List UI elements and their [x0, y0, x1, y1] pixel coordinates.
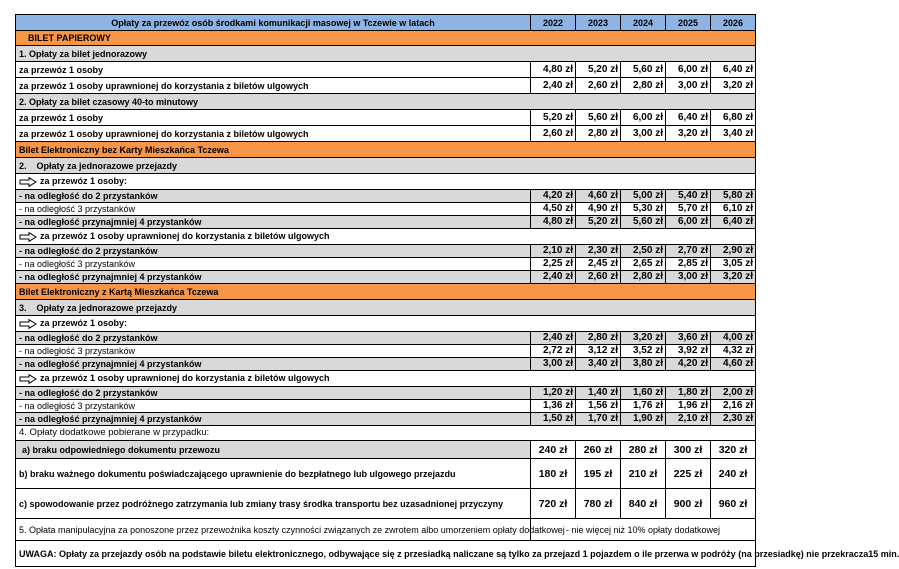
value-cell: 1,76 zł	[621, 400, 666, 413]
value-cell: 4,80 zł	[531, 216, 576, 229]
value-cell: 6,00 zł	[621, 110, 666, 126]
value-cell: 1,50 zł	[531, 413, 576, 426]
value-cell: 3,60 zł	[666, 332, 711, 345]
value-cell: 2,60 zł	[576, 78, 621, 94]
value-cell: 840 zł	[621, 489, 666, 519]
value-cell: 2,60 zł	[576, 271, 621, 284]
table-row	[16, 332, 756, 345]
row-label: - na odległość 3 przystanków	[16, 400, 531, 413]
value-cell: 4,90 zł	[576, 203, 621, 216]
value-cell: 4,50 zł	[531, 203, 576, 216]
subgroup-label	[16, 371, 756, 387]
value-cell: 5,40 zł	[666, 190, 711, 203]
value-cell: 2,30 zł	[711, 413, 756, 426]
value-cell: 2,40 zł	[531, 332, 576, 345]
section-title: BILET PAPIEROWY	[16, 31, 756, 46]
value-cell: 960 zł	[711, 489, 756, 519]
row-label: za przewóz 1 osoby	[16, 62, 531, 78]
subgroup-reduced	[16, 229, 756, 245]
value-cell: 3,00 zł	[621, 126, 666, 142]
table-row	[16, 190, 756, 203]
value-cell: 2,16 zł	[711, 400, 756, 413]
value-cell: 2,10 zł	[531, 245, 576, 258]
section-paper	[16, 31, 756, 46]
subgroup-label	[16, 229, 756, 245]
table-row	[16, 400, 756, 413]
value-cell: 2,40 zł	[531, 271, 576, 284]
value-cell: 5,80 zł	[711, 190, 756, 203]
value-cell: 2,72 zł	[531, 345, 576, 358]
manipulation-fee-row	[16, 519, 756, 541]
table-row	[16, 203, 756, 216]
subgroup-text: za przewóz 1 osoby uprawnionej do korzystania z biletów ulgowych	[40, 373, 330, 384]
value-cell: 3,05 zł	[711, 258, 756, 271]
row-label: a) braku odpowiedniego dokumentu przewozu	[16, 441, 531, 459]
table-row	[16, 258, 756, 271]
table-row	[16, 489, 756, 519]
value-cell: 3,20 zł	[621, 332, 666, 345]
subgroup-label	[16, 174, 756, 190]
group-timed	[16, 94, 756, 110]
value-cell: 6,40 zł	[711, 216, 756, 229]
value-cell: 2,80 zł	[621, 271, 666, 284]
value-cell: 6,00 zł	[666, 216, 711, 229]
value-cell: 3,92 zł	[666, 345, 711, 358]
value-cell: 3,20 zł	[711, 78, 756, 94]
subgroup-label	[16, 316, 756, 332]
row-label: - na odległość do 2 przystanków	[16, 245, 531, 258]
table-row	[16, 413, 756, 426]
section-ecard-with	[16, 284, 756, 300]
value-cell: 2,10 zł	[666, 413, 711, 426]
row-label: b) braku ważnego dokumentu poświadczającego uprawnienie do bezpłatnego lub ulgowego przejazdu	[16, 459, 531, 489]
value-cell: 5,60 zł	[576, 110, 621, 126]
value-cell: 5,20 zł	[576, 216, 621, 229]
value-cell: 2,80 zł	[576, 126, 621, 142]
fare-table	[15, 14, 899, 567]
value-cell: 5,00 zł	[621, 190, 666, 203]
value-cell: 2,80 zł	[576, 332, 621, 345]
group-label: 2. Opłaty za bilet czasowy 40-to minutowy	[16, 94, 756, 110]
table-row	[16, 271, 756, 284]
value-cell: 240 zł	[531, 441, 576, 459]
table-row	[16, 110, 756, 126]
row-label: - na odległość 3 przystanków	[16, 258, 531, 271]
value-cell: 6,80 zł	[711, 110, 756, 126]
row-label: - na odległość przynajmniej 4 przystanków	[16, 413, 531, 426]
header-row	[16, 15, 756, 31]
section-ecard-without	[16, 142, 756, 158]
right-arrow-outline-icon	[19, 319, 37, 329]
value-cell: 210 zł	[621, 459, 666, 489]
table-row	[16, 216, 756, 229]
value-cell: 1,36 zł	[531, 400, 576, 413]
right-arrow-outline-icon	[19, 374, 37, 384]
value-cell: 1,40 zł	[576, 387, 621, 400]
value-cell: 180 zł	[531, 459, 576, 489]
value-cell: 4,80 zł	[531, 62, 576, 78]
section-title: Bilet Elektroniczny bez Karty Mieszkańca Tczewa	[16, 142, 756, 158]
value-cell: 3,52 zł	[621, 345, 666, 358]
value-cell: 6,40 zł	[666, 110, 711, 126]
value-cell: 4,20 zł	[531, 190, 576, 203]
warning-note	[16, 541, 899, 567]
table-row	[16, 387, 756, 400]
value-cell: 1,20 zł	[531, 387, 576, 400]
table-row	[16, 62, 756, 78]
year-2026: 2026	[711, 15, 756, 31]
subgroup-reduced	[16, 371, 756, 387]
row-label: - na odległość przynajmniej 4 przystanków	[16, 216, 531, 229]
value-cell: 5,60 zł	[621, 62, 666, 78]
value-cell: 1,96 zł	[666, 400, 711, 413]
warning-prefix: UWAGA:	[19, 548, 57, 559]
year-2025: 2025	[666, 15, 711, 31]
value-cell: 720 zł	[531, 489, 576, 519]
table-row	[16, 441, 756, 459]
value-cell: 4,60 zł	[576, 190, 621, 203]
row-label: - na odległość 3 przystanków	[16, 345, 531, 358]
year-2023: 2023	[576, 15, 621, 31]
value-cell: 3,12 zł	[576, 345, 621, 358]
extra-fees-header	[16, 426, 756, 441]
warning-text: Opłaty za przejazdy osób na podstawie biletu elektronicznego, odbywające się z przesiadką naliczane są tylko za przejazd 1 pojazdem o ile przerwa w podróży (na przesiadkę) nie przekracza15 min.	[56, 548, 899, 559]
value-cell: 3,80 zł	[621, 358, 666, 371]
value-cell: 1,70 zł	[576, 413, 621, 426]
value-cell: 240 zł	[711, 459, 756, 489]
value-cell: 2,60 zł	[531, 126, 576, 142]
group-label: 1. Opłaty za bilet jednorazowy	[16, 46, 756, 62]
value-cell: 3,00 zł	[666, 78, 711, 94]
table-row	[16, 126, 756, 142]
subgroup-text: za przewóz 1 osoby uprawnionej do korzystania z biletów ulgowych	[40, 231, 330, 242]
manipulation-fee-label: 5. Opłata manipulacyjna za ponoszone przez przewoźnika koszty czynności związanych ze zwrotem albo umorzeniem opłaty dodatkowej	[16, 519, 531, 541]
value-cell: 6,40 zł	[711, 62, 756, 78]
group-label: 4. Opłaty dodatkowe pobierane w przypadku:	[16, 426, 756, 441]
value-cell: 260 zł	[576, 441, 621, 459]
row-label: za przewóz 1 osoby	[16, 110, 531, 126]
value-cell: 2,80 zł	[621, 78, 666, 94]
value-cell: 225 zł	[666, 459, 711, 489]
group-ecard-with	[16, 300, 756, 316]
value-cell: 5,20 zł	[531, 110, 576, 126]
table-row	[16, 345, 756, 358]
value-cell: 3,00 zł	[531, 358, 576, 371]
value-cell: 4,00 zł	[711, 332, 756, 345]
table-row	[16, 358, 756, 371]
group-label: 2. Opłaty za jednorazowe przejazdy	[16, 158, 756, 174]
value-cell: 3,00 zł	[666, 271, 711, 284]
value-cell: 2,65 zł	[621, 258, 666, 271]
manipulation-fee-value: - nie więcej niż 10% opłaty dodatkowej	[531, 519, 756, 541]
subgroup-normal	[16, 174, 756, 190]
value-cell: 1,60 zł	[621, 387, 666, 400]
value-cell: 2,70 zł	[666, 245, 711, 258]
table-row	[16, 245, 756, 258]
row-label: - na odległość 3 przystanków	[16, 203, 531, 216]
value-cell: 195 zł	[576, 459, 621, 489]
right-arrow-outline-icon	[19, 177, 37, 187]
value-cell: 2,25 zł	[531, 258, 576, 271]
value-cell: 900 zł	[666, 489, 711, 519]
row-label: - na odległość przynajmniej 4 przystanków	[16, 271, 531, 284]
group-label: 3. Opłaty za jednorazowe przejazdy	[16, 300, 756, 316]
value-cell: 2,50 zł	[621, 245, 666, 258]
row-label: - na odległość do 2 przystanków	[16, 190, 531, 203]
row-label: - na odległość do 2 przystanków	[16, 387, 531, 400]
value-cell: 2,90 zł	[711, 245, 756, 258]
value-cell: 4,20 zł	[666, 358, 711, 371]
table-row	[16, 459, 756, 489]
value-cell: 3,40 zł	[576, 358, 621, 371]
value-cell: 3,40 zł	[711, 126, 756, 142]
row-label: za przewóz 1 osoby uprawnionej do korzystania z biletów ulgowych	[16, 126, 531, 142]
table-title: Opłaty za przewóz osób środkami komunikacji masowej w Tczewie w latach	[16, 15, 531, 31]
value-cell: 5,20 zł	[576, 62, 621, 78]
row-label: - na odległość do 2 przystanków	[16, 332, 531, 345]
value-cell: 2,00 zł	[711, 387, 756, 400]
value-cell: 6,10 zł	[711, 203, 756, 216]
value-cell: 3,20 zł	[711, 271, 756, 284]
subgroup-normal	[16, 316, 756, 332]
value-cell: 4,32 zł	[711, 345, 756, 358]
value-cell: 2,85 zł	[666, 258, 711, 271]
value-cell: 320 zł	[711, 441, 756, 459]
value-cell: 3,20 zł	[666, 126, 711, 142]
value-cell: 1,80 zł	[666, 387, 711, 400]
row-label: za przewóz 1 osoby uprawnionej do korzystania z biletów ulgowych	[16, 78, 531, 94]
value-cell: 5,30 zł	[621, 203, 666, 216]
value-cell: 1,90 zł	[621, 413, 666, 426]
group-ecard-without	[16, 158, 756, 174]
value-cell: 2,45 zł	[576, 258, 621, 271]
right-arrow-outline-icon	[19, 232, 37, 242]
value-cell: 280 zł	[621, 441, 666, 459]
subgroup-text: za przewóz 1 osoby:	[40, 318, 128, 329]
value-cell: 5,60 zł	[621, 216, 666, 229]
value-cell: 2,40 zł	[531, 78, 576, 94]
section-title: Bilet Elektroniczny z Kartą Mieszkańca Tczewa	[16, 284, 756, 300]
value-cell: 300 zł	[666, 441, 711, 459]
value-cell: 4,60 zł	[711, 358, 756, 371]
group-single	[16, 46, 756, 62]
row-label: - na odległość przynajmniej 4 przystanków	[16, 358, 531, 371]
value-cell: 1,56 zł	[576, 400, 621, 413]
value-cell: 6,00 zł	[666, 62, 711, 78]
value-cell: 5,70 zł	[666, 203, 711, 216]
year-2022: 2022	[531, 15, 576, 31]
subgroup-text: za przewóz 1 osoby:	[40, 176, 128, 187]
year-2024: 2024	[621, 15, 666, 31]
row-label: c) spowodowanie przez podróżnego zatrzymania lub zmiany trasy środka transportu bez uzasadnionej przyczyny	[16, 489, 531, 519]
warning-row	[16, 541, 756, 567]
value-cell: 780 zł	[576, 489, 621, 519]
table-row	[16, 78, 756, 94]
value-cell: 2,30 zł	[576, 245, 621, 258]
